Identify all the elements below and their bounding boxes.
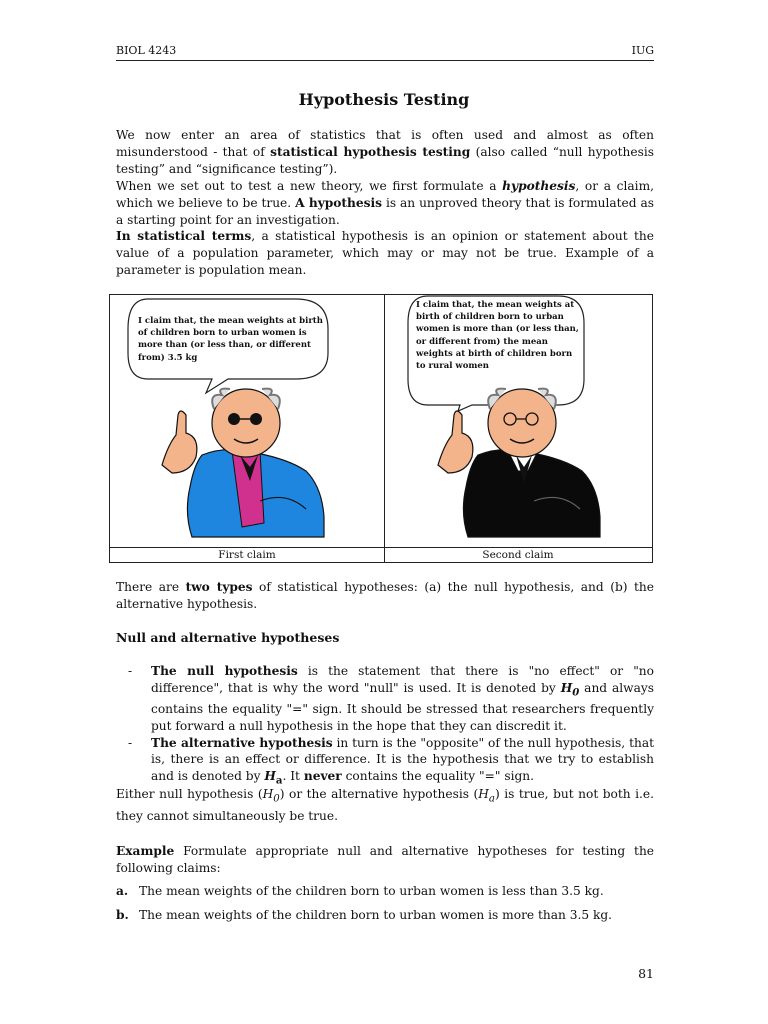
types-paragraph: There are two types of statistical hypotheses: (a) the null hypothesis, and (b) the alternative hypothesis. [116,580,654,611]
list-item-alternative: - The alternative hypothesis in turn is the "opposite" of the null hypothesis, that is, there is an effect or difference. It is the hypothesis that we try to establish and is denoted by $H_a$. It never contains the equality "=" sign. [128,735,654,787]
hypotheses-list [128,663,654,789]
institution: IUG [631,44,654,57]
section-heading: Null and alternative hypotheses [116,630,340,645]
cartoon-figure [109,294,653,563]
course-code: BIOL 4243 [116,44,177,57]
list-item-null: - The null hypothesis is the statement that there is "no effect" or "no difference", that is why the word "null" is used. It is denoted by $H_0$ and always contains the equality "=" sign. It should be stressed that researchers frequently put forward a null hypothesis in the hope that they can discredit it. [128,664,654,733]
professor-character-left [162,389,324,537]
page-title: Hypothesis Testing [298,90,470,109]
speech-bubble-right-text: I claim that, the mean weights at birth of children born to urban women is more than (or less than, or different from) the mean weights at birth of children born to rural women [416,300,579,372]
intro-paragraph-2: When we set out to test a new theory, we first formulate a hypothesis, or a claim, which we believe to be true. A hypothesis is an unproved theory that is formulated as a starting point for an investigation. [116,179,655,227]
professor-character-right [438,389,600,537]
caption-first-claim: First claim [218,549,276,561]
speech-bubble-left-text: I claim that, the mean weights at birth of children born to urban women is more than (or less than, or different from) 3.5 kg [138,316,323,363]
claim-b: b. The mean weights of the children born to urban women is more than 3.5 kg. [116,908,613,922]
intro-paragraph-3: In statistical terms, a statistical hypothesis is an opinion or statement about the value of a population parameter, which may or may not be true. Example of a parameter is population mean. [116,229,654,277]
claim-a: a. The mean weights of the children born to urban women is less than 3.5 kg. [116,884,604,898]
caption-divider [110,547,652,548]
example-paragraph: Example Formulate appropriate null and alternative hypotheses for testing the following claims: [116,844,654,875]
page-header [116,44,654,61]
intro-paragraph-1: We now enter an area of statistics that is often used and almost as often misunderstood - that of statistical hypothesis testing (also called “null hypothesis testing” and “significance testing”). [116,128,655,176]
caption-second-claim: Second claim [482,549,554,561]
figure-divider [384,295,385,562]
page-number: 81 [638,966,654,981]
either-paragraph: Either null hypothesis $(H_0)$ or the alternative hypothesis $(H_a)$ is true, but not both i.e. they cannot simultaneously be true. [116,787,654,824]
